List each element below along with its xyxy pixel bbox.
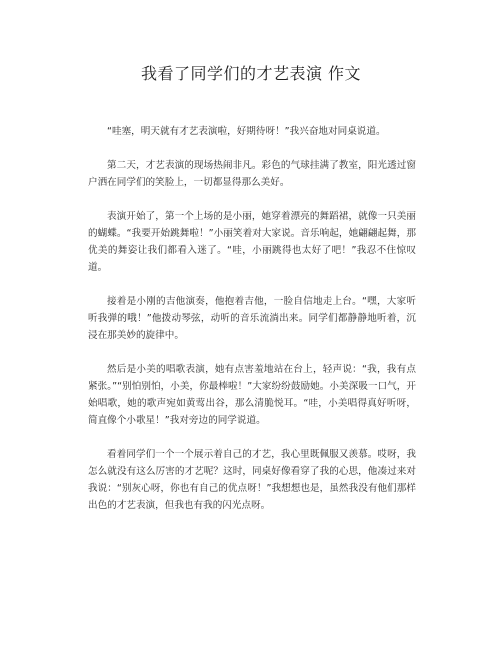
paragraph-5: 然后是小美的唱歌表演，她有点害羞地站在台上，轻声说：“我，我有点紧张。”“别怕别怕，小美，你最棒啦！”大家纷纷鼓励她。小美深吸一口气，开始唱歌，她的歌声宛如黄莺出谷，那么清脆悦耳。“哇，小美唱得真好听呀，简直像个小歌星！”我对旁边的同学说道。 (88, 364, 416, 426)
document-title: 我看了同学们的才艺表演 作文 (140, 64, 362, 83)
paragraph-6: 看着同学们一个一个展示着自己的才艺，我心里既佩服又羡慕。哎呀，我怎么就没有这么厉害的才艺呢？这时，同桌好像看穿了我的心思，他凑过来对我说：“别灰心呀，你也有自己的优点呀！”我想想也是，虽然我没有他们那样出色的才艺表演，但我也有我的闪光点呀。 (88, 449, 416, 511)
paragraph-3: 表演开始了，第一个上场的是小丽，她穿着漂亮的舞蹈裙，就像一只美丽的蝴蝶。“我要开始跳舞啦！”小丽笑着对大家说。音乐响起，她翩翩起舞，那优美的舞姿让我们都看入迷了。“哇，小丽跳得也太好了吧！”我忍不住惊叹道。 (88, 211, 416, 273)
paragraph-2: 第二天，才艺表演的现场热闹非凡。彩色的气球挂满了教室，阳光透过窗户洒在同学们的笑脸上，一切都显得那么美好。 (88, 160, 416, 188)
paragraph-4: 接着是小刚的吉他演奏，他抱着吉他，一脸自信地走上台。“嘿，大家听听我弹的哦！”他拨动琴弦，动听的音乐流淌出来。同学们都静静地听着，沉浸在那美妙的旋律中。 (88, 296, 416, 341)
document-body (88, 123, 416, 531)
paragraph-1: “哇塞，明天就有才艺表演啦，好期待呀！”我兴奋地对同桌说道。 (107, 126, 386, 137)
